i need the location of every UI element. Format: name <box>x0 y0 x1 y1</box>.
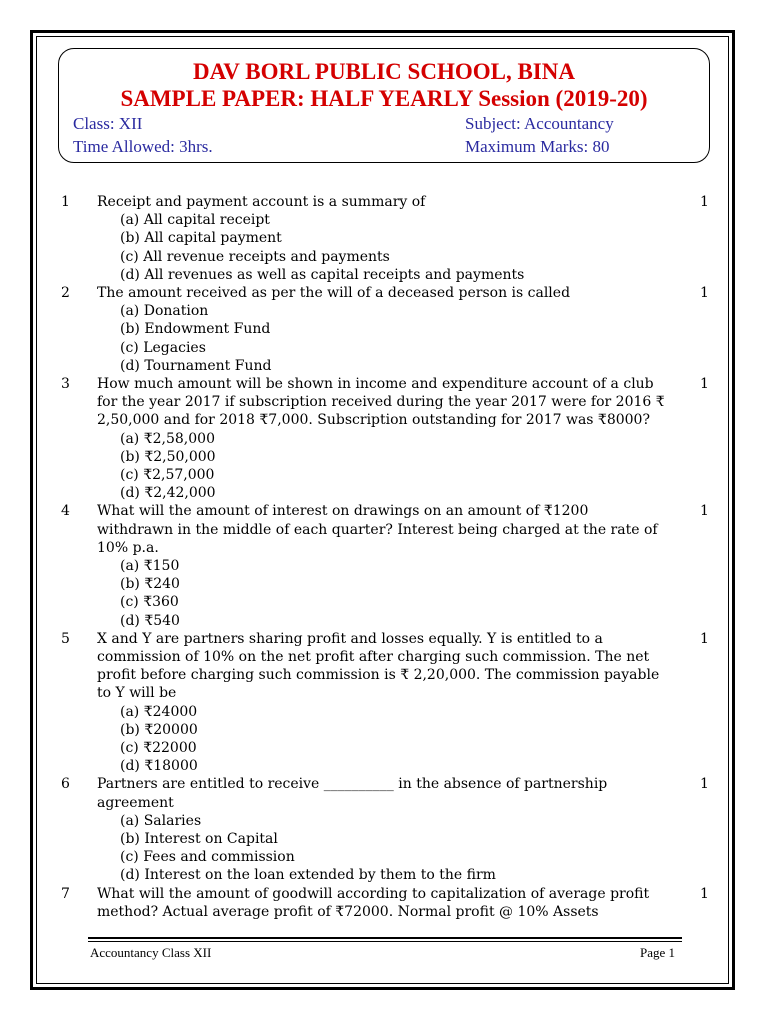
answer-option: (a) Salaries <box>120 812 202 829</box>
question-number: 4 <box>61 503 70 520</box>
footer-subject: Accountancy Class XII <box>90 945 212 960</box>
answer-option: (c) ₹22000 <box>120 740 197 756</box>
answer-option: (d) Tournament Fund <box>120 357 272 374</box>
question-text: The amount received as per the will of a deceased person is called <box>97 285 571 301</box>
answer-option: (a) All capital receipt <box>120 212 270 229</box>
question-text: What will the amount of goodwill according to capitalization of average profit <box>97 885 650 902</box>
question-number: 5 <box>61 630 70 647</box>
paper-title: SAMPLE PAPER: HALF YEARLY Session (2019-20) <box>120 86 648 111</box>
answer-option: (b) ₹20000 <box>120 721 198 738</box>
footer-rule <box>88 937 682 939</box>
question-text: How much amount will be shown in income and expenditure account of a club <box>97 376 654 392</box>
question-number: 2 <box>61 285 70 301</box>
question-text: method? Actual average profit of ₹72000. Normal profit @ 10% Assets <box>97 903 599 920</box>
question-text: X and Y are partners sharing profit and losses equally. Y is entitled to a <box>97 630 603 647</box>
answer-option: (b) Endowment Fund <box>120 321 271 338</box>
question-text: profit before charging such commission is ₹ 2,20,000. The commission payable <box>97 667 660 684</box>
question-text: What will the amount of interest on drawings on an amount of ₹1200 <box>97 503 589 520</box>
answer-option: (b) Interest on Capital <box>120 831 278 847</box>
answer-option: (a) ₹24000 <box>120 703 198 720</box>
question-marks: 1 <box>700 885 709 902</box>
question-marks: 1 <box>700 503 709 520</box>
answer-option: (c) All revenue receipts and payments <box>120 248 390 265</box>
question-number: 1 <box>61 194 70 210</box>
answer-option: (a) ₹150 <box>120 558 180 574</box>
question-marks: 1 <box>700 285 709 301</box>
answer-option: (d) ₹2,42,000 <box>120 485 216 502</box>
subject-label: Subject: Accountancy <box>465 114 614 133</box>
question-text: Receipt and payment account is a summary of <box>97 194 426 210</box>
answer-option: (d) ₹18000 <box>120 758 198 775</box>
footer-rule-thin <box>88 941 682 942</box>
answer-option: (c) ₹2,57,000 <box>120 467 215 483</box>
school-name: DAV BORL PUBLIC SCHOOL, BINA <box>193 59 575 84</box>
question-text: agreement <box>97 794 174 811</box>
question-marks: 1 <box>700 376 709 392</box>
question-number: 3 <box>61 376 70 392</box>
time-allowed-label: Time Allowed: 3hrs. <box>73 137 213 156</box>
question-marks: 1 <box>700 194 709 210</box>
question-text: for the year 2017 if subscription received during the year 2017 were for 2016 ₹ <box>97 394 665 411</box>
question-text: 10% p.a. <box>97 539 159 556</box>
answer-option: (c) ₹360 <box>120 594 179 611</box>
question-text: withdrawn in the middle of each quarter? Interest being charged at the rate of <box>97 521 658 538</box>
answer-option: (d) All revenues as well as capital receipts and payments <box>120 266 525 283</box>
question-number: 7 <box>61 885 70 902</box>
question-marks: 1 <box>700 630 709 647</box>
answer-option: (b) ₹2,50,000 <box>120 448 216 465</box>
answer-option: (a) ₹2,58,000 <box>120 430 215 447</box>
answer-option: (c) Legacies <box>120 339 206 356</box>
maximum-marks-label: Maximum Marks: 80 <box>465 137 610 156</box>
question-number: 6 <box>61 776 70 793</box>
class-label: Class: XII <box>73 114 143 133</box>
answer-option: (a) Donation <box>120 303 209 320</box>
question-text: to Y will be <box>97 685 177 702</box>
answer-option: (c) Fees and commission <box>120 849 295 866</box>
footer-page-number: Page 1 <box>640 945 676 960</box>
question-marks: 1 <box>700 776 709 793</box>
answer-option: (b) All capital payment <box>120 230 282 247</box>
question-text: 2,50,000 and for 2018 ₹7,000. Subscription outstanding for 2017 was ₹8000? <box>97 412 650 429</box>
answer-option: (b) ₹240 <box>120 576 180 593</box>
question-text: Partners are entitled to receive __________ in the absence of partnership <box>97 776 608 793</box>
question-text: commission of 10% on the net profit after charging such commission. The net <box>97 649 650 665</box>
answer-option: (d) ₹540 <box>120 612 180 629</box>
answer-option: (d) Interest on the loan extended by them to the firm <box>120 867 496 884</box>
